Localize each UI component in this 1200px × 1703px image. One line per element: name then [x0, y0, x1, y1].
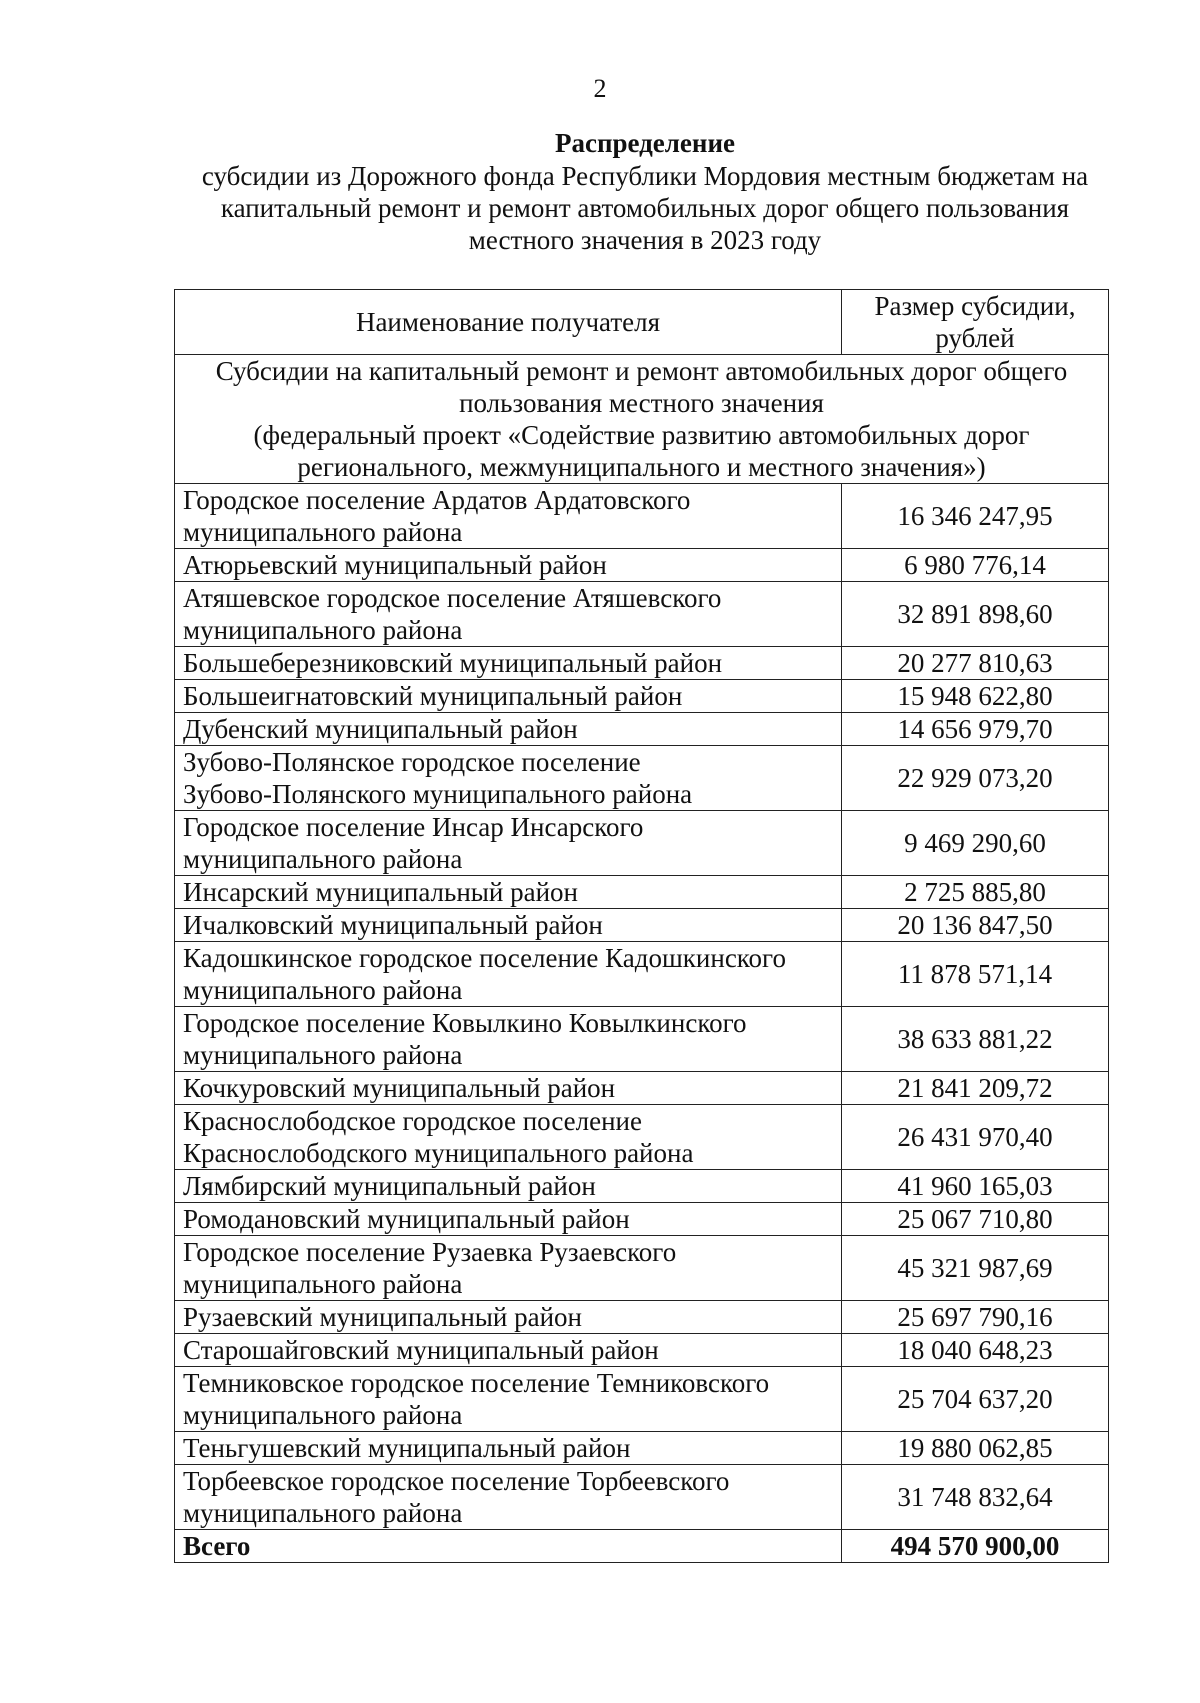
subsidy-amount: 6 980 776,14 — [841, 549, 1108, 582]
table-row — [175, 942, 1109, 1007]
total-row — [175, 1530, 1109, 1563]
recipient-name — [175, 1236, 842, 1301]
recipient-name-line: муниципального района — [183, 844, 463, 874]
recipient-name-line: муниципального района — [183, 1400, 463, 1430]
recipient-name-line: Большеберезниковский муниципальный район — [183, 648, 723, 678]
section-line: пользования местного значения — [459, 388, 824, 418]
recipient-name-line: Ромодановский муниципальный район — [183, 1204, 630, 1234]
subsidy-amount: 21 841 209,72 — [841, 1072, 1108, 1105]
recipient-name — [175, 811, 842, 876]
recipient-name — [175, 1334, 842, 1367]
subsidy-amount: 20 136 847,50 — [841, 909, 1108, 942]
table-row — [175, 1465, 1109, 1530]
table-row — [175, 1072, 1109, 1105]
recipient-name-line: Лямбирский муниципальный район — [183, 1171, 596, 1201]
table-row — [175, 1007, 1109, 1072]
recipient-name — [175, 680, 842, 713]
table-row — [175, 713, 1109, 746]
subsidy-amount: 20 277 810,63 — [841, 647, 1108, 680]
subsidy-amount: 11 878 571,14 — [841, 942, 1108, 1007]
subsidy-amount: 38 633 881,22 — [841, 1007, 1108, 1072]
subsidy-table — [174, 289, 1109, 1563]
subsidy-amount: 18 040 648,23 — [841, 1334, 1108, 1367]
recipient-name-line: муниципального района — [183, 517, 463, 547]
total-label: Всего — [175, 1530, 842, 1563]
subsidy-amount: 9 469 290,60 — [841, 811, 1108, 876]
table-row — [175, 582, 1109, 647]
recipient-name-line: Зубово-Полянское городское поселение — [183, 747, 641, 777]
recipient-name — [175, 1432, 842, 1465]
subtitle-line: субсидии из Дорожного фонда Республики Мордовия местным бюджетам на — [201, 161, 1089, 191]
subtitle-line: капитальный ремонт и ремонт автомобильных дорог общего пользования — [220, 193, 1070, 223]
subsidy-amount: 25 704 637,20 — [841, 1367, 1108, 1432]
recipient-name-line: Кадошкинское городское поселение Кадошкинского — [183, 943, 786, 973]
recipient-name-line: Торбеевское городское поселение Торбеевского — [183, 1466, 730, 1496]
recipient-name — [175, 582, 842, 647]
subsidy-amount: 45 321 987,69 — [841, 1236, 1108, 1301]
subsidy-amount: 26 431 970,40 — [841, 1105, 1108, 1170]
table-header-row — [175, 290, 1109, 355]
table-row — [175, 876, 1109, 909]
table-row — [175, 647, 1109, 680]
table-row — [175, 1432, 1109, 1465]
recipient-name — [175, 549, 842, 582]
recipient-name-line: Теньгушевский муниципальный район — [183, 1433, 631, 1463]
recipient-name — [175, 1465, 842, 1530]
recipient-name — [175, 1007, 842, 1072]
recipient-name — [175, 909, 842, 942]
table-row — [175, 1170, 1109, 1203]
recipient-name-line: Рузаевский муниципальный район — [183, 1302, 583, 1332]
table-row — [175, 746, 1109, 811]
recipient-name-line: Зубово-Полянского муниципального района — [183, 779, 693, 809]
subsidy-amount: 16 346 247,95 — [841, 484, 1108, 549]
subsidy-amount: 25 067 710,80 — [841, 1203, 1108, 1236]
subsidy-amount: 19 880 062,85 — [841, 1432, 1108, 1465]
subtitle-line: местного значения в 2023 году — [468, 225, 822, 255]
subsidy-amount: 14 656 979,70 — [841, 713, 1108, 746]
total-amount: 494 570 900,00 — [841, 1530, 1108, 1563]
recipient-name-line: муниципального района — [183, 975, 463, 1005]
section-header-row — [175, 355, 1109, 484]
subsidy-amount: 25 697 790,16 — [841, 1301, 1108, 1334]
table-row — [175, 484, 1109, 549]
page-number: 2 — [593, 74, 607, 103]
table-row — [175, 909, 1109, 942]
recipient-name-line: Краснослободского муниципального района — [183, 1138, 694, 1168]
subsidy-amount: 2 725 885,80 — [841, 876, 1108, 909]
table-row — [175, 1334, 1109, 1367]
subsidy-amount: 41 960 165,03 — [841, 1170, 1108, 1203]
recipient-name-line: Городское поселение Инсар Инсарского — [183, 812, 644, 842]
recipient-name — [175, 484, 842, 549]
recipient-name-line: Кочкуровский муниципальный район — [183, 1073, 616, 1103]
recipient-name-line: Старошайговский муниципальный район — [183, 1335, 659, 1365]
table-row — [175, 1105, 1109, 1170]
recipient-name-line: Атяшевское городское поселение Атяшевского — [183, 583, 722, 613]
recipient-name — [175, 942, 842, 1007]
recipient-name-line: Ичалковский муниципальный район — [183, 910, 603, 940]
recipient-name-line: Краснослободское городское поселение — [183, 1106, 642, 1136]
recipient-name-line: Городское поселение Рузаевка Рузаевского — [183, 1237, 677, 1267]
recipient-name-line: Инсарский муниципальный район — [183, 877, 579, 907]
header-subsidy-amount — [841, 290, 1108, 355]
recipient-name-line: Атюрьевский муниципальный район — [183, 550, 607, 580]
recipient-name — [175, 1072, 842, 1105]
recipient-name — [175, 713, 842, 746]
table-row — [175, 1301, 1109, 1334]
header-amount-line: рублей — [935, 323, 1015, 353]
document-subtitle — [170, 160, 1120, 256]
recipient-name — [175, 746, 842, 811]
table-row — [175, 811, 1109, 876]
recipient-name — [175, 876, 842, 909]
recipient-name-line: муниципального района — [183, 1269, 463, 1299]
recipient-name-line: муниципального района — [183, 1040, 463, 1070]
section-line: регионального, межмуниципального и местного значения») — [297, 452, 986, 482]
recipient-name-line: Городское поселение Ковылкино Ковылкинского — [183, 1008, 747, 1038]
recipient-name — [175, 647, 842, 680]
recipient-name-line: муниципального района — [183, 615, 463, 645]
subsidy-amount: 22 929 073,20 — [841, 746, 1108, 811]
subsidy-amount: 15 948 622,80 — [841, 680, 1108, 713]
table-row — [175, 680, 1109, 713]
section-line: Субсидии на капитальный ремонт и ремонт автомобильных дорог общего — [215, 356, 1068, 386]
header-amount-line: Размер субсидии, — [874, 291, 1076, 321]
table-row — [175, 549, 1109, 582]
header-recipient-name: Наименование получателя — [175, 290, 842, 355]
table-row — [175, 1367, 1109, 1432]
subsidy-amount: 31 748 832,64 — [841, 1465, 1108, 1530]
table-row — [175, 1203, 1109, 1236]
recipient-name-line: Дубенский муниципальный район — [183, 714, 578, 744]
recipient-name-line: Городское поселение Ардатов Ардатовского — [183, 485, 691, 515]
section-line: (федеральный проект «Содействие развитию автомобильных дорог — [253, 420, 1030, 450]
recipient-name — [175, 1367, 842, 1432]
recipient-name — [175, 1105, 842, 1170]
subsidy-amount: 32 891 898,60 — [841, 582, 1108, 647]
document-title: Распределение — [554, 128, 736, 158]
recipient-name-line: Большеигнатовский муниципальный район — [183, 681, 683, 711]
section-header — [175, 355, 1109, 484]
recipient-name-line: муниципального района — [183, 1498, 463, 1528]
recipient-name — [175, 1203, 842, 1236]
recipient-name — [175, 1301, 842, 1334]
recipient-name — [175, 1170, 842, 1203]
recipient-name-line: Темниковское городское поселение Темниковского — [183, 1368, 770, 1398]
table-row — [175, 1236, 1109, 1301]
